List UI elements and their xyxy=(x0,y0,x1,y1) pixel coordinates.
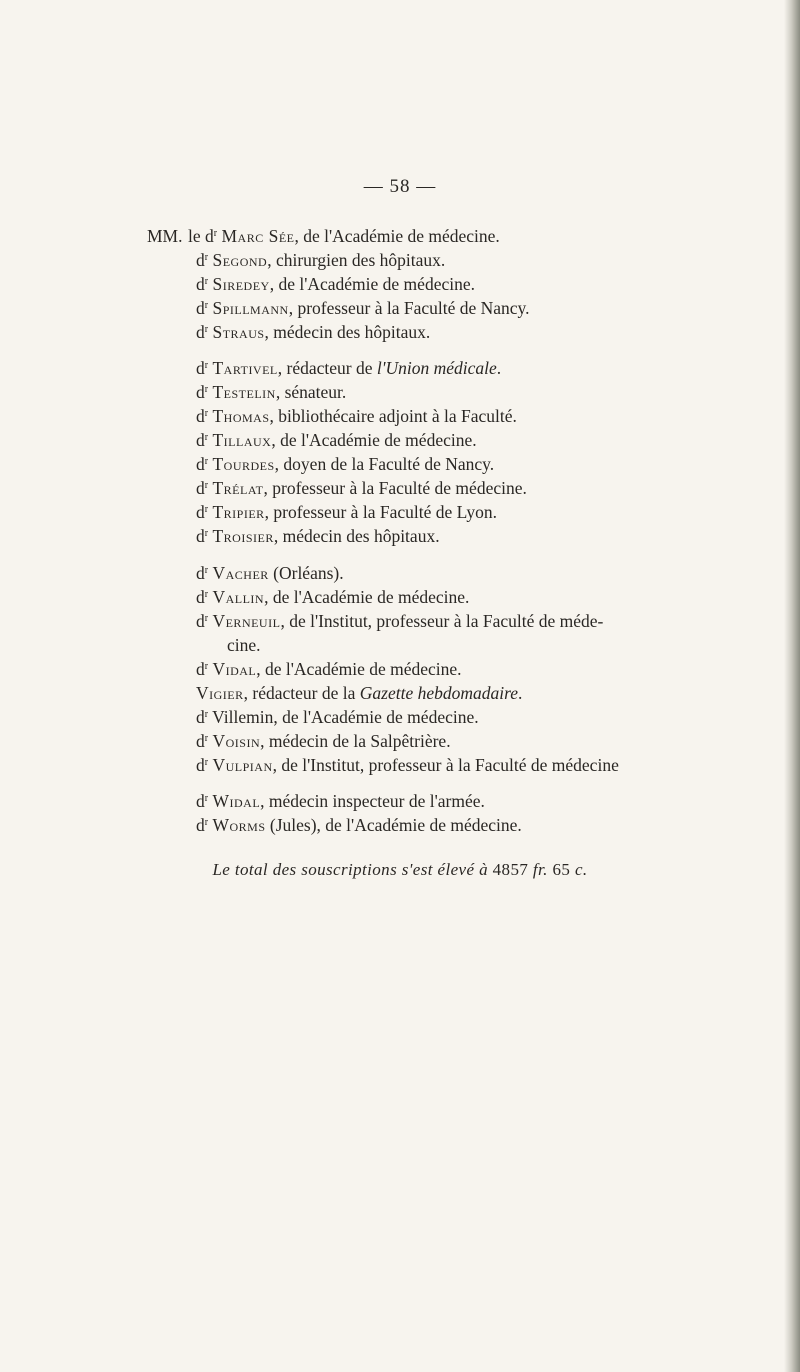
entry-desc: (Orléans). xyxy=(268,563,344,583)
entry-name: Worms xyxy=(212,815,266,835)
entry-desc: , de l'Institut, professeur à la Faculté de méde- xyxy=(280,611,604,631)
entry-title: d xyxy=(196,454,205,474)
entry-desc: , de l'Institut, professeur à la Faculté de médecine xyxy=(272,755,619,775)
entry-title: d xyxy=(196,430,205,450)
total-text: Le total des souscriptions s'est élevé à xyxy=(212,860,488,879)
entry-name: Spillmann xyxy=(212,298,289,318)
entry-title: d xyxy=(196,406,205,426)
entry-title-sup: r xyxy=(204,408,209,419)
page-number: — 58 — xyxy=(363,176,437,197)
total-cents-unit: c. xyxy=(574,860,588,879)
entry-title-sup: r xyxy=(204,528,209,539)
entry-name: Verneuil xyxy=(212,611,281,631)
entry-title: d xyxy=(196,322,205,342)
total-unit: fr. xyxy=(532,860,548,879)
entry-continuation: cine. xyxy=(227,635,261,655)
entry-title-sup: r xyxy=(204,793,209,804)
entry-name: Voisin xyxy=(212,731,261,751)
entry-desc: , doyen de la Faculté de Nancy. xyxy=(274,454,495,474)
entry-name: Vigier xyxy=(196,683,244,703)
entry-title: d xyxy=(196,791,205,811)
entry-title: d xyxy=(196,707,205,727)
entry-desc-italic: l'Union médicale xyxy=(376,358,497,378)
entry-desc: , médecin des hôpitaux. xyxy=(273,526,440,546)
entry-title: d xyxy=(196,611,205,631)
entry-name: Marc Sée xyxy=(221,226,295,246)
entry-title-sup: r xyxy=(213,228,218,239)
entry-title: le d xyxy=(188,226,214,246)
entry-title: d xyxy=(196,587,205,607)
entry-title-sup: r xyxy=(204,733,209,744)
entry-name: Tourdes xyxy=(212,454,275,474)
entry-desc: , rédacteur de xyxy=(277,358,377,378)
entry-name: Trélat xyxy=(212,478,264,498)
entry-title-sup: r xyxy=(204,252,209,263)
entry-desc: , professeur à la Faculté de médecine. xyxy=(263,478,527,498)
entry-name: Vidal xyxy=(212,659,257,679)
entry-name: Tripier xyxy=(212,502,265,522)
entry-title: d xyxy=(196,274,205,294)
entry-title: d xyxy=(196,659,205,679)
entry-name: Straus xyxy=(212,322,265,342)
subscription-total xyxy=(0,860,800,880)
entry-title: d xyxy=(196,755,205,775)
entry-desc: , médecin de la Salpêtrière. xyxy=(260,731,451,751)
entry-title: d xyxy=(196,250,205,270)
entry-desc: (Jules), de l'Académie de médecine. xyxy=(265,815,522,835)
entry-title-sup: r xyxy=(204,613,209,624)
entry-title: d xyxy=(196,563,205,583)
entry-name: Tillaux xyxy=(212,430,272,450)
entry-name: Troisier xyxy=(212,526,274,546)
entry-title-sup: r xyxy=(204,384,209,395)
entry-title: d xyxy=(196,382,205,402)
entry-title-sup: r xyxy=(204,709,209,720)
entry-title-sup: r xyxy=(204,757,209,768)
entry-title-sup: r xyxy=(204,432,209,443)
entry-title-sup: r xyxy=(204,300,209,311)
entry-name: Thomas xyxy=(212,406,270,426)
entry-title-sup: r xyxy=(204,817,209,828)
entry-title-sup: r xyxy=(204,565,209,576)
entry-name: Villemin xyxy=(212,707,274,727)
entry-desc: , bibliothécaire adjoint à la Faculté. xyxy=(269,406,517,426)
entry-title: d xyxy=(196,815,205,835)
entry-title-sup: r xyxy=(204,276,209,287)
entry-title: d xyxy=(196,358,205,378)
entry-name: Segond xyxy=(212,250,268,270)
entry-desc: , de l'Académie de médecine. xyxy=(294,226,500,246)
entry-title-sup: r xyxy=(204,480,209,491)
entry-desc: , de l'Académie de médecine. xyxy=(269,274,475,294)
entry-desc: , chirurgien des hôpitaux. xyxy=(267,250,446,270)
entry-title: d xyxy=(196,478,205,498)
entry-name: Vacher xyxy=(212,563,269,583)
entry-title: d xyxy=(196,526,205,546)
entry-title-sup: r xyxy=(204,589,209,600)
entry-desc-end: . xyxy=(496,358,502,378)
entry-desc-italic: Gazette hebdomadaire xyxy=(359,683,519,703)
entry-name: Tartivel xyxy=(212,358,278,378)
entry-desc: , de l'Académie de médecine. xyxy=(264,587,470,607)
entry-title-sup: r xyxy=(204,324,209,335)
list-prefix: MM. xyxy=(147,226,183,246)
entry-name: Vulpian xyxy=(212,755,273,775)
entry-title-sup: r xyxy=(204,504,209,515)
entry-title: d xyxy=(196,731,205,751)
entry-desc-end: . xyxy=(518,683,523,703)
entry-name: Testelin xyxy=(212,382,276,402)
total-amount: 4857 xyxy=(492,860,529,879)
page-edge-shadow xyxy=(784,0,800,1372)
entry-title: d xyxy=(196,298,205,318)
entry-desc: , médecin des hôpitaux. xyxy=(264,322,431,342)
entry-name: Widal xyxy=(212,791,261,811)
entry-desc: , professeur à la Faculté de Lyon. xyxy=(264,502,497,522)
entry-desc: , rédacteur de la xyxy=(243,683,360,703)
entry-desc: , de l'Académie de médecine. xyxy=(256,659,462,679)
total-cents: 65 xyxy=(552,860,571,879)
entry-desc: , de l'Académie de médecine. xyxy=(271,430,477,450)
entry-name: Vallin xyxy=(212,587,265,607)
entry-desc: , sénateur. xyxy=(275,382,347,402)
entry-title-sup: r xyxy=(204,661,209,672)
entry-title-sup: r xyxy=(204,456,209,467)
entry-title-sup: r xyxy=(204,360,209,371)
entry-desc: , professeur à la Faculté de Nancy. xyxy=(288,298,530,318)
entry-name: Siredey xyxy=(212,274,270,294)
entry-desc: , de l'Académie de médecine. xyxy=(273,707,479,727)
entry-desc: , médecin inspecteur de l'armée. xyxy=(260,791,485,811)
entry-title: d xyxy=(196,502,205,522)
